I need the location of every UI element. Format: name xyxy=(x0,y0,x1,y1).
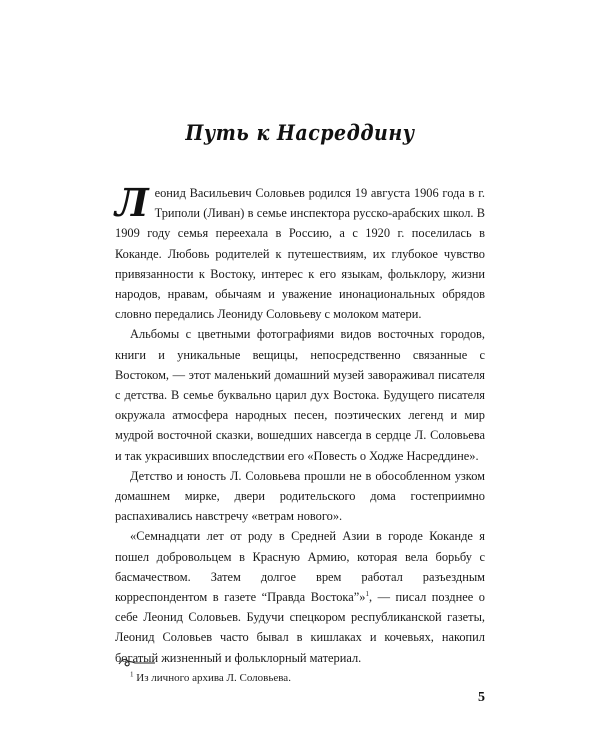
footnote-ornament-icon xyxy=(117,655,157,669)
footnote-reference[interactable]: 1 xyxy=(365,589,369,598)
paragraph-1-text: еонид Васильевич Соловьев родился 19 августа 1906 года в г. Триполи (Ливан) в семье инспектора русско-арабских школ. В 1909 году семья переехала в Россию, а с 1920 г. поселилась в Коканде. Любовь родителей к путешествиям, их глубокое чувство привязанности к Востоку, интерес к его языкам, фольклору, жизни народов, нравам, обычаям и уважение инонациональных обрядов словно передались Леониду Соловьеву с молоком матери. xyxy=(115,186,485,322)
chapter-body xyxy=(115,180,485,668)
paragraph-4-text-b: , — писал позднее о себе Леонид Соловьев. Будучи спецкором республиканской газеты, Леонид Соловьев часто бывал в кишлаках и кочевьях, накопил богатый жизненный и фольклорный материал. xyxy=(115,590,485,665)
paragraph-1 xyxy=(115,180,485,324)
page-number: 5 xyxy=(478,690,485,705)
footnote xyxy=(130,672,291,684)
paragraph-2: Альбомы с цветными фотографиями видов восточных городов, книги и уникальные вещицы, непосредственно связанные с Востоком, — этот маленький домашний музей завораживал писателя с детства. В семье буквально царил дух Востока. Будущего писателя окружала атмосфера народных песен, поэтических легенд и мир мудрой восточной сказки, вошедших навсегда в сердце Л. Соловьева и так украсивших впоследствии его «Повесть о Ходже Насреддине». xyxy=(115,327,485,463)
paragraph-4-text-a: «Семнадцати лет от роду в Средней Азии в городе Коканде я пошел добровольцем в Красную Армию, которая вела борьбу с басмачеством. Затем долгое врем работал разъездным корреспондентом в газете “Правда Востока”» xyxy=(115,529,485,605)
chapter-title: Путь к Насреддину xyxy=(185,120,415,146)
footnote-text: Из личного архива Л. Соловьева. xyxy=(133,672,291,684)
paragraph-4 xyxy=(115,526,485,667)
footnote-marker: 1 xyxy=(130,670,134,679)
paragraph-3: Детство и юность Л. Соловьева прошли не в обособленном узком домашнем мирке, двери родительского дома гостеприимно распахивались навстречу «ветрам нового». xyxy=(115,468,485,524)
drop-cap: Л xyxy=(115,180,149,225)
